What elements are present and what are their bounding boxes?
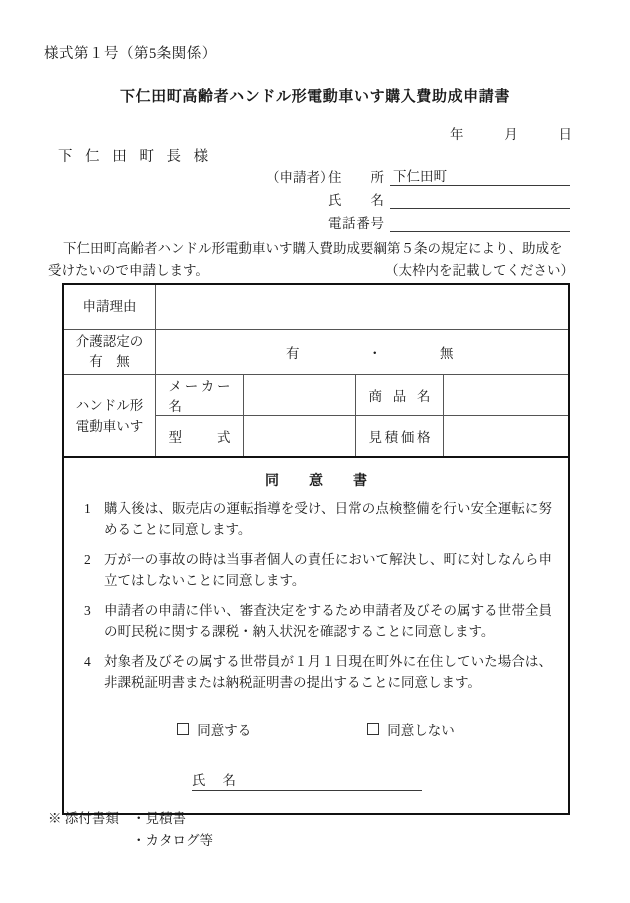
date-month-label: 月 [504, 127, 518, 142]
consent-clause [78, 600, 552, 642]
attachments-first-row [48, 808, 213, 830]
clause-number: 3 [84, 603, 91, 618]
consent-section [64, 458, 568, 791]
care-certification-options [156, 330, 568, 374]
consent-clause [78, 549, 552, 591]
product-input[interactable] [444, 375, 568, 415]
applicant-name-row [266, 186, 570, 209]
clause-text: 申請者の申請に伴い、審査決定をするため申請者及びその属する世帯全員の町民税に関する課税・納入状況を確認することに同意します。 [104, 603, 552, 639]
care-certification-label [64, 330, 156, 374]
applicant-address-label: 住 所 [328, 170, 384, 185]
consent-choice-group [64, 719, 568, 739]
applicant-prefix: （申請者） [266, 170, 334, 185]
wheelchair-label [64, 375, 156, 456]
price-input[interactable] [444, 416, 568, 456]
care-option-yes[interactable]: 有 [286, 346, 300, 361]
reason-input[interactable] [156, 285, 568, 329]
consent-disagree-option[interactable] [367, 719, 455, 739]
date-day-label: 日 [558, 127, 572, 142]
attachments-label [48, 808, 132, 830]
intro-line-2 [48, 260, 582, 282]
consent-title: 同 意 書 [265, 474, 375, 489]
clause-number: 2 [84, 552, 91, 567]
intro-line-2-text: 受けたいので申請します。 [48, 263, 209, 278]
intro-line-1: 下仁田町高齢者ハンドル形電動車いす購入費助成要綱第５条の規定により、助成を [63, 241, 563, 256]
page-title: 下仁田町高齢者ハンドル形電動車いす購入費助成申請書 [119, 89, 510, 105]
care-label-line-2: 有 無 [89, 354, 130, 369]
attachments-second-row [48, 830, 213, 852]
model-label-text: 型 式 [168, 430, 231, 445]
wheelchair-detail-grid [156, 375, 568, 456]
table-row-wheelchair [64, 375, 568, 458]
reference-mark-icon: ※ [48, 811, 62, 826]
attachments-note [48, 808, 213, 852]
care-option-separator: ・ [368, 346, 382, 361]
wheelchair-label-line-2: 電動車いす [75, 418, 144, 434]
product-label-text: 商 品 名 [368, 389, 431, 404]
consent-clause [78, 651, 552, 693]
clause-text: 対象者及びその属する世帯員が１月１日現在町外に在住していた場合は、非課税証明書または納税証明書の提出することに同意します。 [104, 654, 552, 690]
attachments-label-text: 添付書類 [64, 811, 119, 826]
table-row-care-certification [64, 330, 568, 375]
maker-input[interactable] [244, 375, 356, 415]
clause-number: 4 [84, 654, 91, 669]
intro-paragraph [48, 238, 582, 282]
clause-number: 1 [84, 501, 91, 516]
applicant-block [266, 163, 570, 232]
applicant-phone-row [266, 209, 570, 232]
reason-label: 申請理由 [64, 285, 156, 329]
model-input[interactable] [244, 416, 356, 456]
wheelchair-label-line-1: ハンドル形 [75, 397, 144, 413]
date-line [450, 123, 572, 143]
care-option-no[interactable]: 無 [440, 346, 454, 361]
wheelchair-row-model [156, 416, 568, 456]
attachment-item: ・カタログ等 [132, 833, 213, 848]
checkbox-icon[interactable] [177, 723, 189, 735]
product-label [356, 375, 444, 415]
intro-note: （太枠内を記載してください） [385, 263, 574, 278]
clause-text: 購入後は、販売店の運転指導を受け、日常の点検整備を行い安全運転に努めることに同意します。 [104, 501, 552, 537]
consent-clause [78, 498, 552, 540]
price-label-text: 見積価格 [368, 430, 431, 445]
clause-text: 万が一の事故の時は当事者個人の責任において解決し、町に対しなんら申立てはしないことに同意します。 [104, 552, 552, 588]
checkbox-icon[interactable] [367, 723, 379, 735]
care-label-line-1: 介護認定の [75, 334, 144, 349]
signature-label: 氏 名 [192, 769, 236, 791]
signature-field[interactable] [236, 773, 422, 791]
price-label [356, 416, 444, 456]
applicant-name-label: 氏 名 [328, 193, 384, 208]
applicant-address-row [266, 163, 570, 186]
consent-clause-list [64, 494, 568, 693]
form-number: 様式第１号（第5条関係） [44, 46, 217, 62]
date-year-label: 年 [450, 127, 464, 142]
consent-disagree-label: 同意しない [387, 723, 455, 738]
applicant-address-field[interactable]: 下仁田町 [390, 168, 570, 186]
attachments-spacer [48, 830, 132, 852]
applicant-phone-label: 電話番号 [328, 216, 384, 231]
consent-agree-label: 同意する [197, 723, 252, 738]
application-table [62, 283, 570, 815]
model-label [156, 416, 244, 456]
maker-label [156, 375, 244, 415]
consent-agree-option[interactable] [177, 719, 251, 739]
applicant-name-field[interactable] [390, 191, 570, 209]
table-row-reason [64, 285, 568, 330]
maker-label-text: メーカー名 [168, 379, 231, 414]
addressee: 下 仁 田 町 長 様 [58, 149, 213, 165]
applicant-phone-field[interactable] [390, 214, 570, 232]
attachment-item: ・見積書 [132, 811, 186, 826]
signature-row [64, 769, 568, 791]
wheelchair-row-maker [156, 375, 568, 416]
